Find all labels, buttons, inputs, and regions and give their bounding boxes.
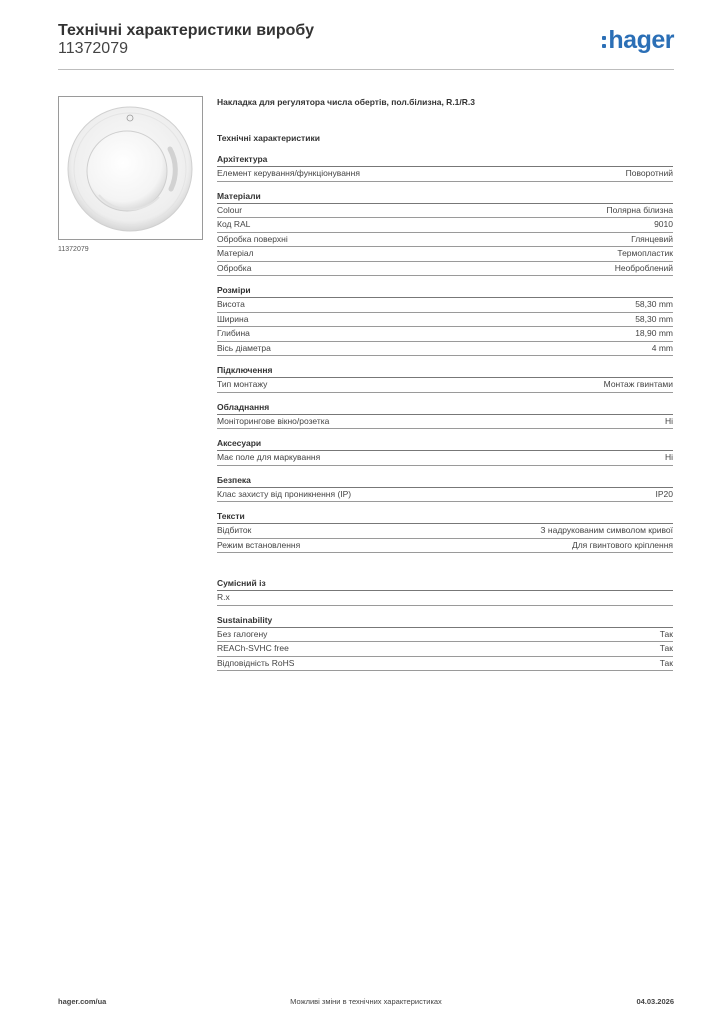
spec-row: [217, 298, 673, 313]
section-title: Підключення: [217, 364, 673, 378]
spec-value: Монтаж гвинтами: [603, 379, 673, 389]
spec-section: [217, 284, 673, 356]
spec-section: [217, 474, 673, 503]
spec-label: Відбиток: [217, 525, 252, 535]
spec-label: Клас захисту від проникнення (IP): [217, 488, 352, 499]
spec-value: Глянцевий: [631, 233, 673, 244]
page-header: [58, 20, 674, 70]
spec-label: Матеріал: [217, 248, 254, 258]
spec-section: [217, 510, 673, 553]
product-image: [58, 96, 203, 240]
section-title: Розміри: [217, 284, 673, 298]
spec-label: Висота: [217, 299, 245, 309]
spec-label: REACh-SVHC free: [217, 643, 289, 653]
section-title: Sustainability: [217, 614, 673, 628]
spec-value: Так: [659, 628, 673, 639]
spec-label: Colour: [217, 204, 243, 215]
spec-row: [217, 313, 673, 328]
spec-row: [217, 524, 673, 539]
footer-date: 04.03.2026: [636, 997, 674, 1006]
spec-label: R.x: [217, 592, 230, 602]
spec-label: Обробка поверхні: [217, 233, 288, 244]
logo-dots-icon: [602, 36, 606, 48]
spec-label: Глибина: [217, 328, 250, 338]
section-title: Архітектура: [217, 153, 673, 167]
footer-notice: Можливі зміни в технічних характеристиках: [290, 997, 442, 1006]
spec-label: Вісь діаметра: [217, 342, 271, 353]
document-title: Технічні характеристики виробу: [58, 22, 314, 39]
image-caption: 11372079: [58, 246, 89, 253]
spec-row: [217, 218, 673, 233]
spec-row: [217, 342, 673, 357]
spec-row: [217, 262, 673, 277]
spec-value: Поворотний: [625, 168, 673, 178]
hager-logo: [602, 26, 674, 54]
spec-label: Обробка: [217, 262, 252, 273]
spec-value: 18,90 mm: [635, 328, 673, 338]
spec-row: [217, 415, 673, 430]
spec-sections: [217, 153, 673, 671]
spec-row: [217, 327, 673, 342]
footer-website: hager.com/ua: [58, 997, 107, 1006]
section-title: Безпека: [217, 474, 673, 488]
spec-row: [217, 167, 673, 182]
section-title: Сумісний із: [217, 577, 673, 591]
section-title: Тексти: [217, 510, 673, 524]
spec-value: Так: [659, 643, 673, 653]
spec-row: [217, 539, 673, 554]
spec-value: 58,30 mm: [635, 313, 673, 324]
section-title: Матеріали: [217, 190, 673, 204]
spec-row: [217, 233, 673, 248]
spec-value: IP20: [655, 488, 673, 499]
spec-section: [217, 153, 673, 182]
spec-label: Тип монтажу: [217, 379, 268, 389]
section-title: Обладнання: [217, 401, 673, 415]
spec-value: 4 mm: [651, 342, 673, 353]
product-number: 11372079: [58, 40, 128, 57]
product-description: Накладка для регулятора числа обертів, пол.білизна, R.1/R.3: [217, 97, 476, 107]
header-divider: [58, 69, 674, 70]
spec-label: Моніторингове вікно/розетка: [217, 415, 330, 426]
spec-section: [217, 577, 673, 606]
spec-row: [217, 488, 673, 503]
spec-label: Код RAL: [217, 219, 251, 229]
spec-value: Ні: [664, 415, 673, 426]
logo-text: hager: [608, 25, 674, 54]
spec-row: [217, 591, 673, 606]
spec-value: Полярна білизна: [606, 204, 673, 215]
section-title: Аксесуари: [217, 437, 673, 451]
spec-heading: Технічні характеристики: [217, 133, 320, 143]
spec-section: [217, 437, 673, 466]
spec-content: [217, 95, 673, 671]
spec-value: 9010: [654, 219, 673, 229]
spec-value: 58,30 mm: [635, 299, 673, 309]
spec-row: [217, 247, 673, 262]
spec-label: Режим встановлення: [217, 539, 301, 550]
spec-value: Термопластик: [617, 248, 673, 258]
spec-label: Має поле для маркування: [217, 452, 321, 462]
spec-value: Для гвинтового кріплення: [571, 539, 673, 550]
spec-label: Ширина: [217, 313, 249, 324]
spec-row: [217, 451, 673, 466]
spec-section: [217, 190, 673, 277]
spec-section: [217, 614, 673, 672]
spec-label: Елемент керування/функціонування: [217, 168, 360, 178]
spec-row: [217, 657, 673, 672]
spec-row: [217, 204, 673, 219]
spec-label: Відповідність RoHS: [217, 657, 295, 668]
spec-label: Без галогену: [217, 628, 268, 639]
spec-row: [217, 628, 673, 643]
rotary-dimmer-cover-icon: [59, 97, 202, 239]
spec-value: Ні: [664, 452, 673, 462]
spec-row: [217, 642, 673, 657]
spec-section: [217, 364, 673, 393]
spec-section: [217, 401, 673, 430]
spec-value: Необроблений: [614, 262, 673, 273]
spec-value: Так: [659, 657, 673, 668]
spec-row: [217, 378, 673, 393]
spec-value: З надрукованим символом кривої: [540, 525, 673, 535]
